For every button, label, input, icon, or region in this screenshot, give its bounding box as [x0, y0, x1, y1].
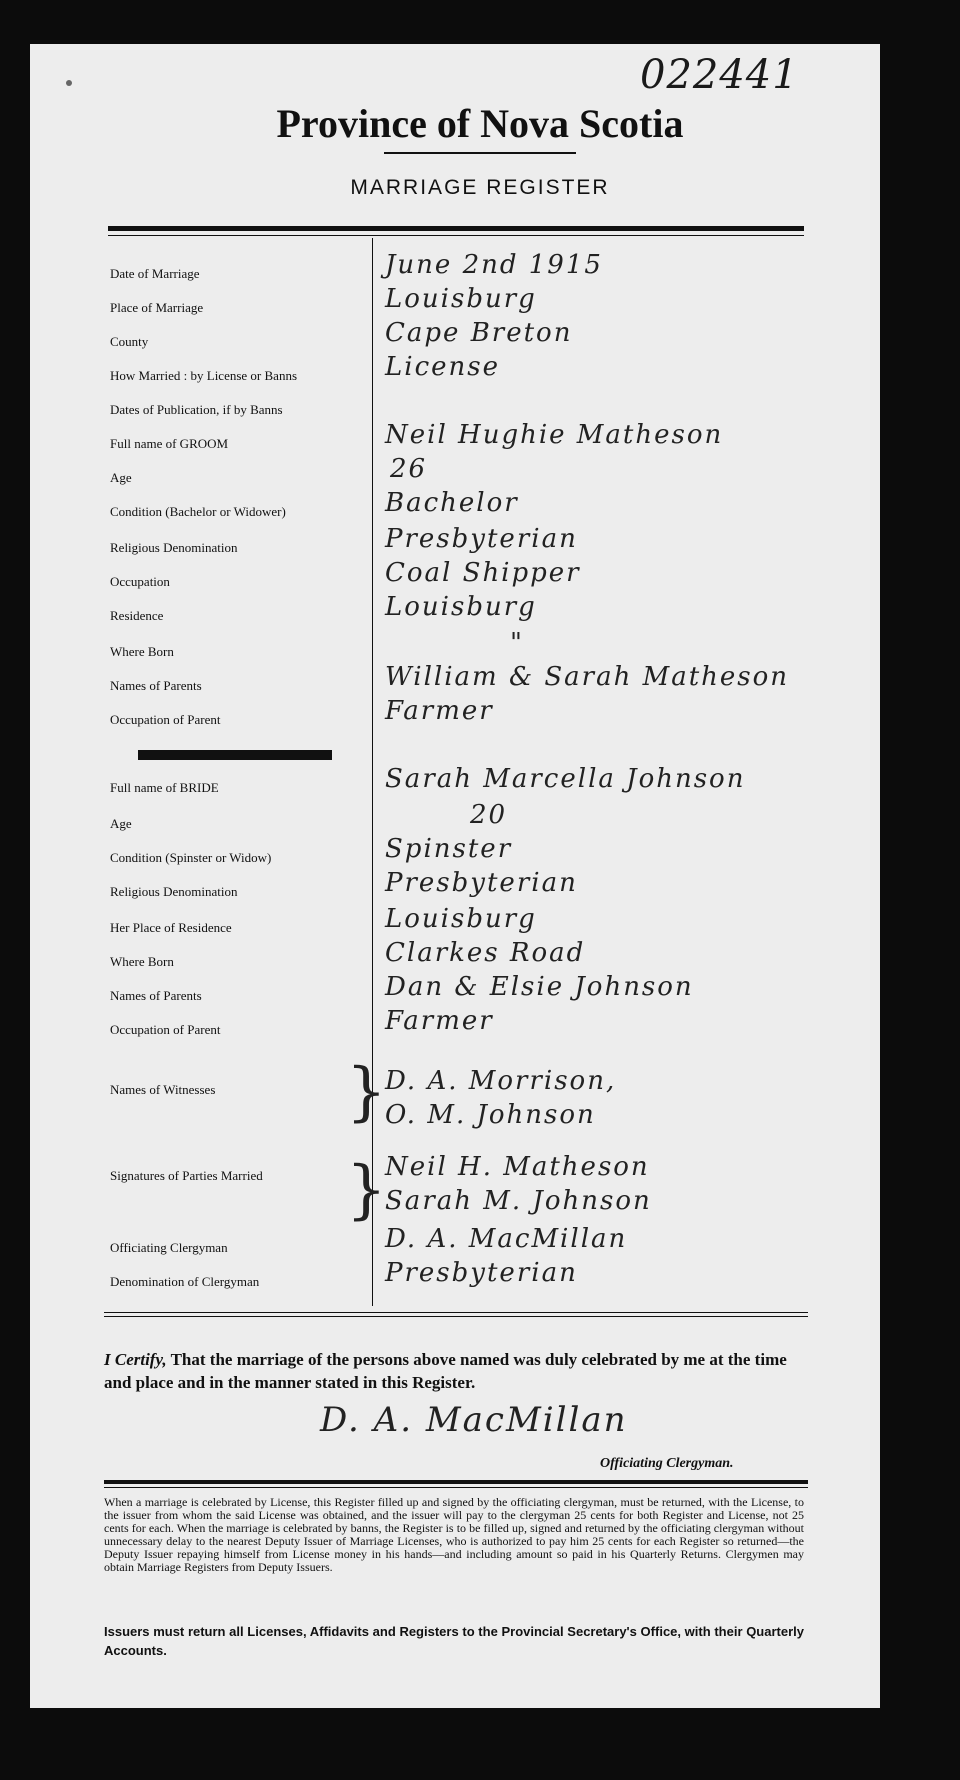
field-value: Clarkes Road	[385, 938, 586, 968]
field-label	[110, 1168, 365, 1184]
field-label	[110, 470, 365, 486]
field-value: Spinster	[385, 834, 513, 864]
field-label	[110, 334, 365, 350]
serial-number: 022441	[640, 52, 799, 98]
field-label	[110, 850, 365, 866]
field-label-text: Dates of Publication, if by Banns	[110, 402, 283, 417]
top-thin-rule	[108, 235, 804, 236]
field-label-text: Officiating Clergyman	[110, 1240, 228, 1255]
field-value: Sarah Marcella Johnson	[385, 764, 746, 794]
field-value: 26	[390, 454, 428, 484]
signatures-brace: }	[346, 1153, 387, 1227]
field-label	[110, 884, 365, 900]
field-label-text: Occupation	[110, 574, 170, 589]
field-value: Sarah M. Johnson	[385, 1186, 652, 1216]
field-value: Louisburg	[385, 904, 537, 934]
paper-mark	[66, 80, 72, 86]
field-label	[110, 402, 365, 418]
field-label	[110, 644, 365, 660]
field-value: Louisburg	[385, 592, 537, 622]
certification-lead: I Certify,	[104, 1350, 167, 1369]
field-value: Presbyterian	[385, 1258, 578, 1288]
field-label	[110, 266, 365, 282]
field-value: Coal Shipper	[385, 558, 581, 588]
field-label	[110, 712, 365, 728]
field-label	[110, 574, 365, 590]
field-label	[110, 436, 365, 452]
field-label-text: Place of Marriage	[110, 300, 204, 315]
field-label-text: Where Born	[110, 954, 174, 969]
instructions-note: When a marriage is celebrated by License, this Register filled up and signed by the officiating clergyman, must be returned, with the License, to the issuer from whom the said License was obtained, and the issuer will pay to the clergyman 25 cents for both Register and License, not 25 cents for each. When the marriage is celebrated by banns, the Register is to be filled up, signed and returned by the officiating clergyman without unnecessary delay to the nearest Deputy Issuer of Marriage Licenses, who is authorized to pay him 25 cents for each Register so returned—the Deputy Issuer repaying himself from License money in his hands—and including amount so paid in his Quarterly Returns. Clergymen may obtain Marriage Registers from Deputy Issuers.	[104, 1495, 804, 1574]
field-label-text: Names of Parents	[110, 678, 202, 693]
field-value: Presbyterian	[385, 524, 578, 554]
column-divider	[372, 238, 373, 1306]
title-underline	[384, 152, 576, 154]
field-label-text: Her Place of Residence	[110, 920, 232, 935]
field-value: Neil H. Matheson	[385, 1152, 650, 1182]
field-label	[110, 816, 365, 832]
note-thick-rule	[104, 1480, 808, 1484]
document-title: Province of Nova Scotia	[276, 101, 684, 146]
field-value: June 2nd 1915	[385, 250, 603, 280]
field-value: Presbyterian	[385, 868, 578, 898]
field-value: Cape Breton	[385, 318, 573, 348]
field-label-text: Denomination of Clergyman	[110, 1274, 260, 1289]
field-value: O. M. Johnson	[385, 1100, 596, 1130]
field-label-text: Signatures of Parties Married	[110, 1168, 263, 1183]
issuers-footer: Issuers must return all Licenses, Affidavits and Registers to the Provincial Secretary's Office, with their Quarterly Accounts.	[104, 1624, 804, 1658]
witnesses-brace: }	[346, 1055, 387, 1129]
field-label-text: Full name of BRIDE	[110, 780, 219, 795]
groom-bride-separator	[138, 750, 332, 760]
field-value: Farmer	[385, 1006, 494, 1036]
form-bottom-rule	[104, 1312, 808, 1313]
field-label-text: Occupation of Parent	[110, 1022, 221, 1037]
field-label-text: Condition (Bachelor or Widower)	[110, 504, 286, 519]
field-label-text: Full name of GROOM	[110, 436, 229, 451]
field-value: 20	[470, 800, 508, 830]
field-value: William & Sarah Matheson	[385, 662, 790, 692]
certification	[104, 1348, 808, 1394]
field-label	[110, 988, 365, 1004]
field-label-text: Condition (Spinster or Widow)	[110, 850, 272, 865]
note-thin-rule	[104, 1487, 808, 1488]
field-label-text: Date of Marriage	[110, 266, 200, 281]
field-label	[110, 1274, 365, 1290]
field-label	[110, 540, 365, 556]
field-label-text: Occupation of Parent	[110, 712, 221, 727]
clergyman-signature: D. A. MacMillan	[320, 1400, 628, 1440]
field-value: Dan & Elsie Johnson	[385, 972, 694, 1002]
field-label	[110, 920, 365, 936]
document-subtitle: MARRIAGE REGISTER	[350, 176, 610, 199]
field-label	[110, 608, 365, 624]
field-label-text: Where Born	[110, 644, 174, 659]
field-value: License	[385, 352, 501, 382]
field-label-text: Religious Denomination	[110, 540, 238, 555]
field-label	[110, 368, 365, 384]
field-value: Farmer	[385, 696, 494, 726]
field-label	[110, 954, 365, 970]
field-label	[110, 780, 365, 796]
field-label	[110, 504, 365, 520]
field-value: "	[510, 628, 524, 658]
field-label-text: Names of Parents	[110, 988, 202, 1003]
field-label	[110, 300, 365, 316]
field-value: Louisburg	[385, 284, 537, 314]
leader-dots	[110, 828, 365, 829]
field-label-text: Age	[110, 470, 132, 485]
field-value: Bachelor	[385, 488, 519, 518]
field-label-text: County	[110, 334, 149, 349]
field-label-text: Residence	[110, 608, 164, 623]
top-thick-rule	[108, 226, 804, 231]
field-label	[110, 678, 365, 694]
field-value: D. A. Morrison,	[385, 1066, 617, 1096]
field-label	[110, 1240, 365, 1256]
leader-dots	[110, 482, 365, 483]
field-label-text: Age	[110, 816, 132, 831]
certification-text: That the marriage of the persons above named was duly celebrated by me at the time and place and in the manner stated in this Register.	[104, 1350, 787, 1392]
field-value: D. A. MacMillan	[385, 1224, 628, 1254]
field-value: Neil Hughie Matheson	[385, 420, 724, 450]
field-label-text: Names of Witnesses	[110, 1082, 216, 1097]
field-label	[110, 1022, 365, 1038]
field-label-text: Religious Denomination	[110, 884, 238, 899]
form-bottom-rule-2	[104, 1316, 808, 1317]
field-label	[110, 1082, 365, 1098]
signature-caption: Officiating Clergyman.	[600, 1456, 734, 1471]
field-label-text: How Married : by License or Banns	[110, 368, 298, 383]
